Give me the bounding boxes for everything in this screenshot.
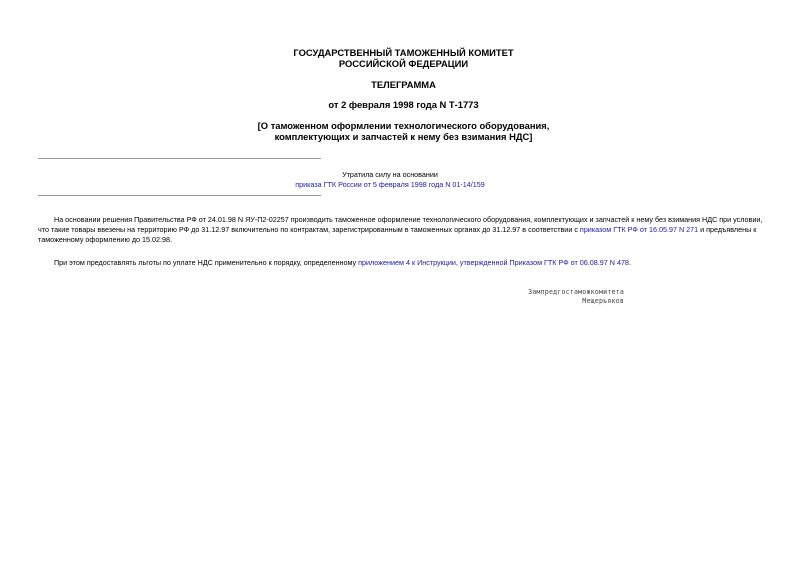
paragraph-1-text: На основании решения Правительства РФ от 24.01.98 N ЯУ-П2-02257 производить таможенное оформление технологического оборудования, комплектующих и запчастей к нему без взимания НДС при условии, что такие товары ввезены на территорию РФ до 31.12.97 включительно по контрактам, зарегистрированным в таможенных органах до 31.12.97 в соответствии с xyxy=(38,215,763,234)
doc-type: ТЕЛЕГРАММА xyxy=(371,79,436,90)
paragraph-1-text-end: и предъявлены к таможенному оформлению до 15.02.98. xyxy=(38,225,757,244)
status-link[interactable]: приказа ГТК России от 5 февраля 1998 года N 01-14/159 xyxy=(295,180,485,189)
status-link-wrap xyxy=(190,180,590,190)
signature-name: Мещерьяков xyxy=(582,297,624,305)
paragraph-2-text: При этом предоставлять льготы по уплате НДС применительно к порядку, определенному xyxy=(54,258,359,267)
body-paragraph-1 xyxy=(38,215,773,245)
status-text: Утратила силу на основании xyxy=(342,170,438,179)
divider-top xyxy=(38,158,321,159)
order-271-link[interactable]: приказом ГТК РФ от 16.05.97 N 271 xyxy=(579,225,699,234)
doc-subject-line1: [О таможенном оформлении технологического оборудования, xyxy=(257,120,550,131)
org-name-line1: ГОСУДАРСТВЕННЫЙ ТАМОЖЕННЫЙ КОМИТЕТ xyxy=(293,47,514,58)
doc-date: от 2 февраля 1998 года N Т-1773 xyxy=(328,99,479,110)
instruction-478-link[interactable]: приложением 4 к Инструкции, утвержденной Приказом ГТК РФ от 06.08.97 N 478 xyxy=(358,258,629,267)
doc-subject-line2: комплектующих и запчастей к нему без взимания НДС] xyxy=(274,131,533,142)
divider-bottom xyxy=(38,195,321,196)
org-name-line2: РОССИЙСКОЙ ФЕДЕРАЦИИ xyxy=(338,58,469,69)
body-paragraph-2 xyxy=(38,258,773,268)
paragraph-2-text-end: . xyxy=(628,258,631,267)
signature-position: Зампредгостаможкомитета xyxy=(528,288,624,296)
